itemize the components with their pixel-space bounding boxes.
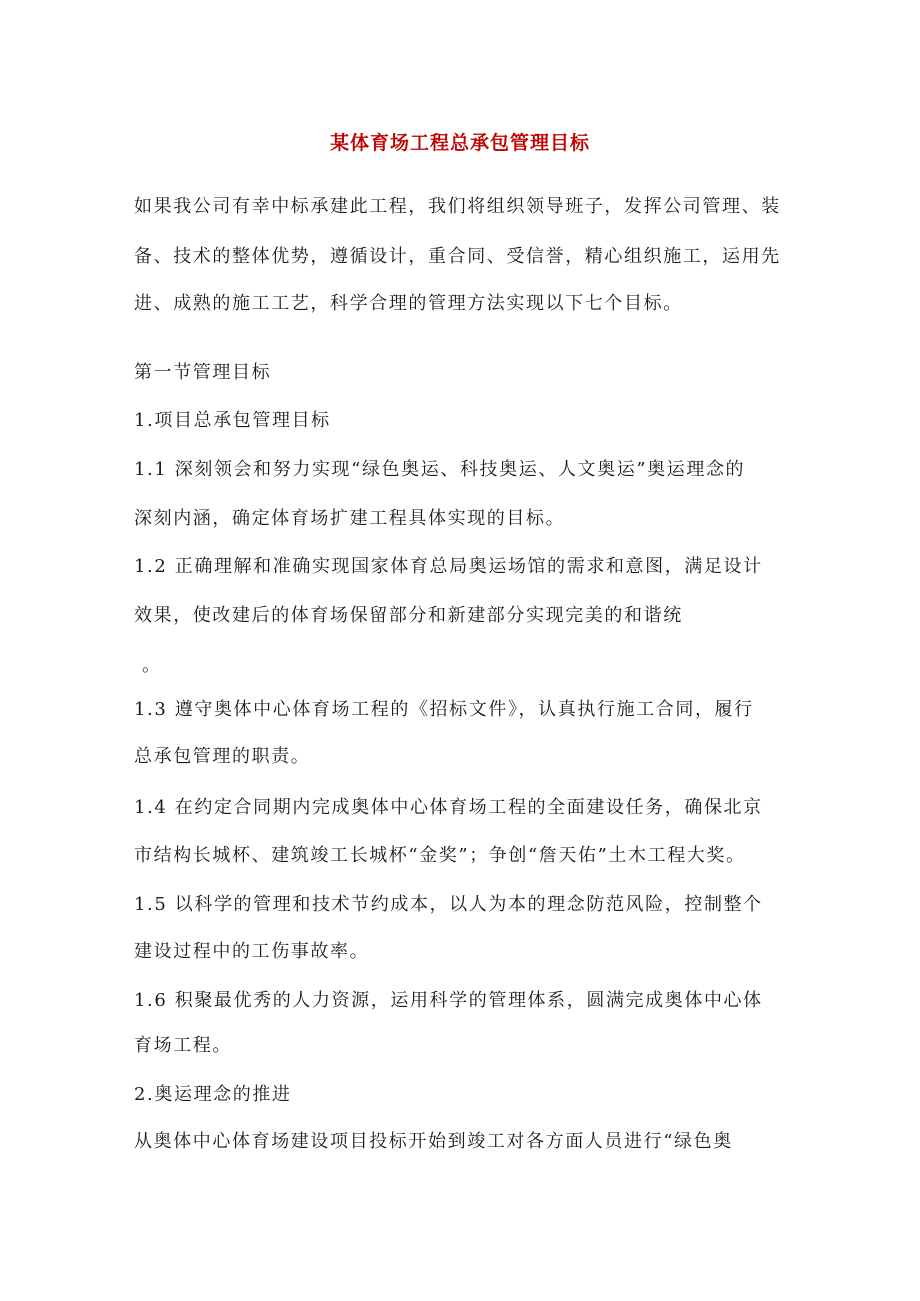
intro-line-1: 如果我公司有幸中标承建此工程，我们将组织领导班子，发挥公司管理、装 [134, 196, 781, 217]
item-1-5-line-2: 建设过程中的工伤事故率。 [134, 941, 370, 962]
item-1-6-line-1: 1.6 积聚最优秀的人力资源，运用科学的管理体系，圆满完成奥体中心体 [134, 990, 763, 1011]
intro-line-3: 进、成熟的施工工艺，科学合理的管理方法实现以下七个目标。 [134, 293, 683, 314]
item-1-2-line-3: 。 [142, 655, 162, 676]
item-1-6-line-2: 育场工程。 [134, 1035, 232, 1056]
item-1-2-line-1: 1.2 正确理解和准确实现国家体育总局奥运场馆的需求和意图，满足设计 [134, 556, 763, 577]
section-heading: 第一节管理目标 [134, 362, 272, 383]
item-1-1-line-2: 深刻内涵，确定体育场扩建工程具体实现的目标。 [134, 508, 566, 529]
sub-heading-2: 2.奥运理念的推进 [134, 1084, 292, 1105]
item-1-3-line-2: 总承包管理的职责。 [134, 746, 311, 767]
item-1-1-line-1: 1.1 深刻领会和努力实现“绿色奥运、科技奥运、人文奥运”奥运理念的 [134, 459, 746, 480]
closing-line: 从奥体中心体育场建设项目投标开始到竣工对各方面人员进行“绿色奥 [134, 1131, 733, 1152]
item-1-3-line-1: 1.3 遵守奥体中心体育场工程的《招标文件》，认真执行施工合同，履行 [134, 699, 754, 720]
item-1-4-line-1: 1.4 在约定合同期内完成奥体中心体育场工程的全面建设任务，确保北京 [134, 797, 763, 818]
item-1-4-line-2: 市结构长城杯、建筑竣工长城杯“金奖”；争创“詹天佑”土木工程大奖。 [134, 845, 746, 866]
item-1-5-line-1: 1.5 以科学的管理和技术节约成本，以人为本的理念防范风险，控制整个 [134, 894, 763, 915]
item-1-2-line-2: 效果，使改建后的体育场保留部分和新建部分实现完美的和谐统 [134, 605, 683, 626]
intro-line-2: 备、技术的整体优势，遵循设计，重合同、受信誉，精心组织施工，运用先 [134, 246, 781, 267]
sub-heading-1: 1.项目总承包管理目标 [134, 410, 331, 431]
document-title: 某体育场工程总承包管理目标 [329, 132, 590, 154]
